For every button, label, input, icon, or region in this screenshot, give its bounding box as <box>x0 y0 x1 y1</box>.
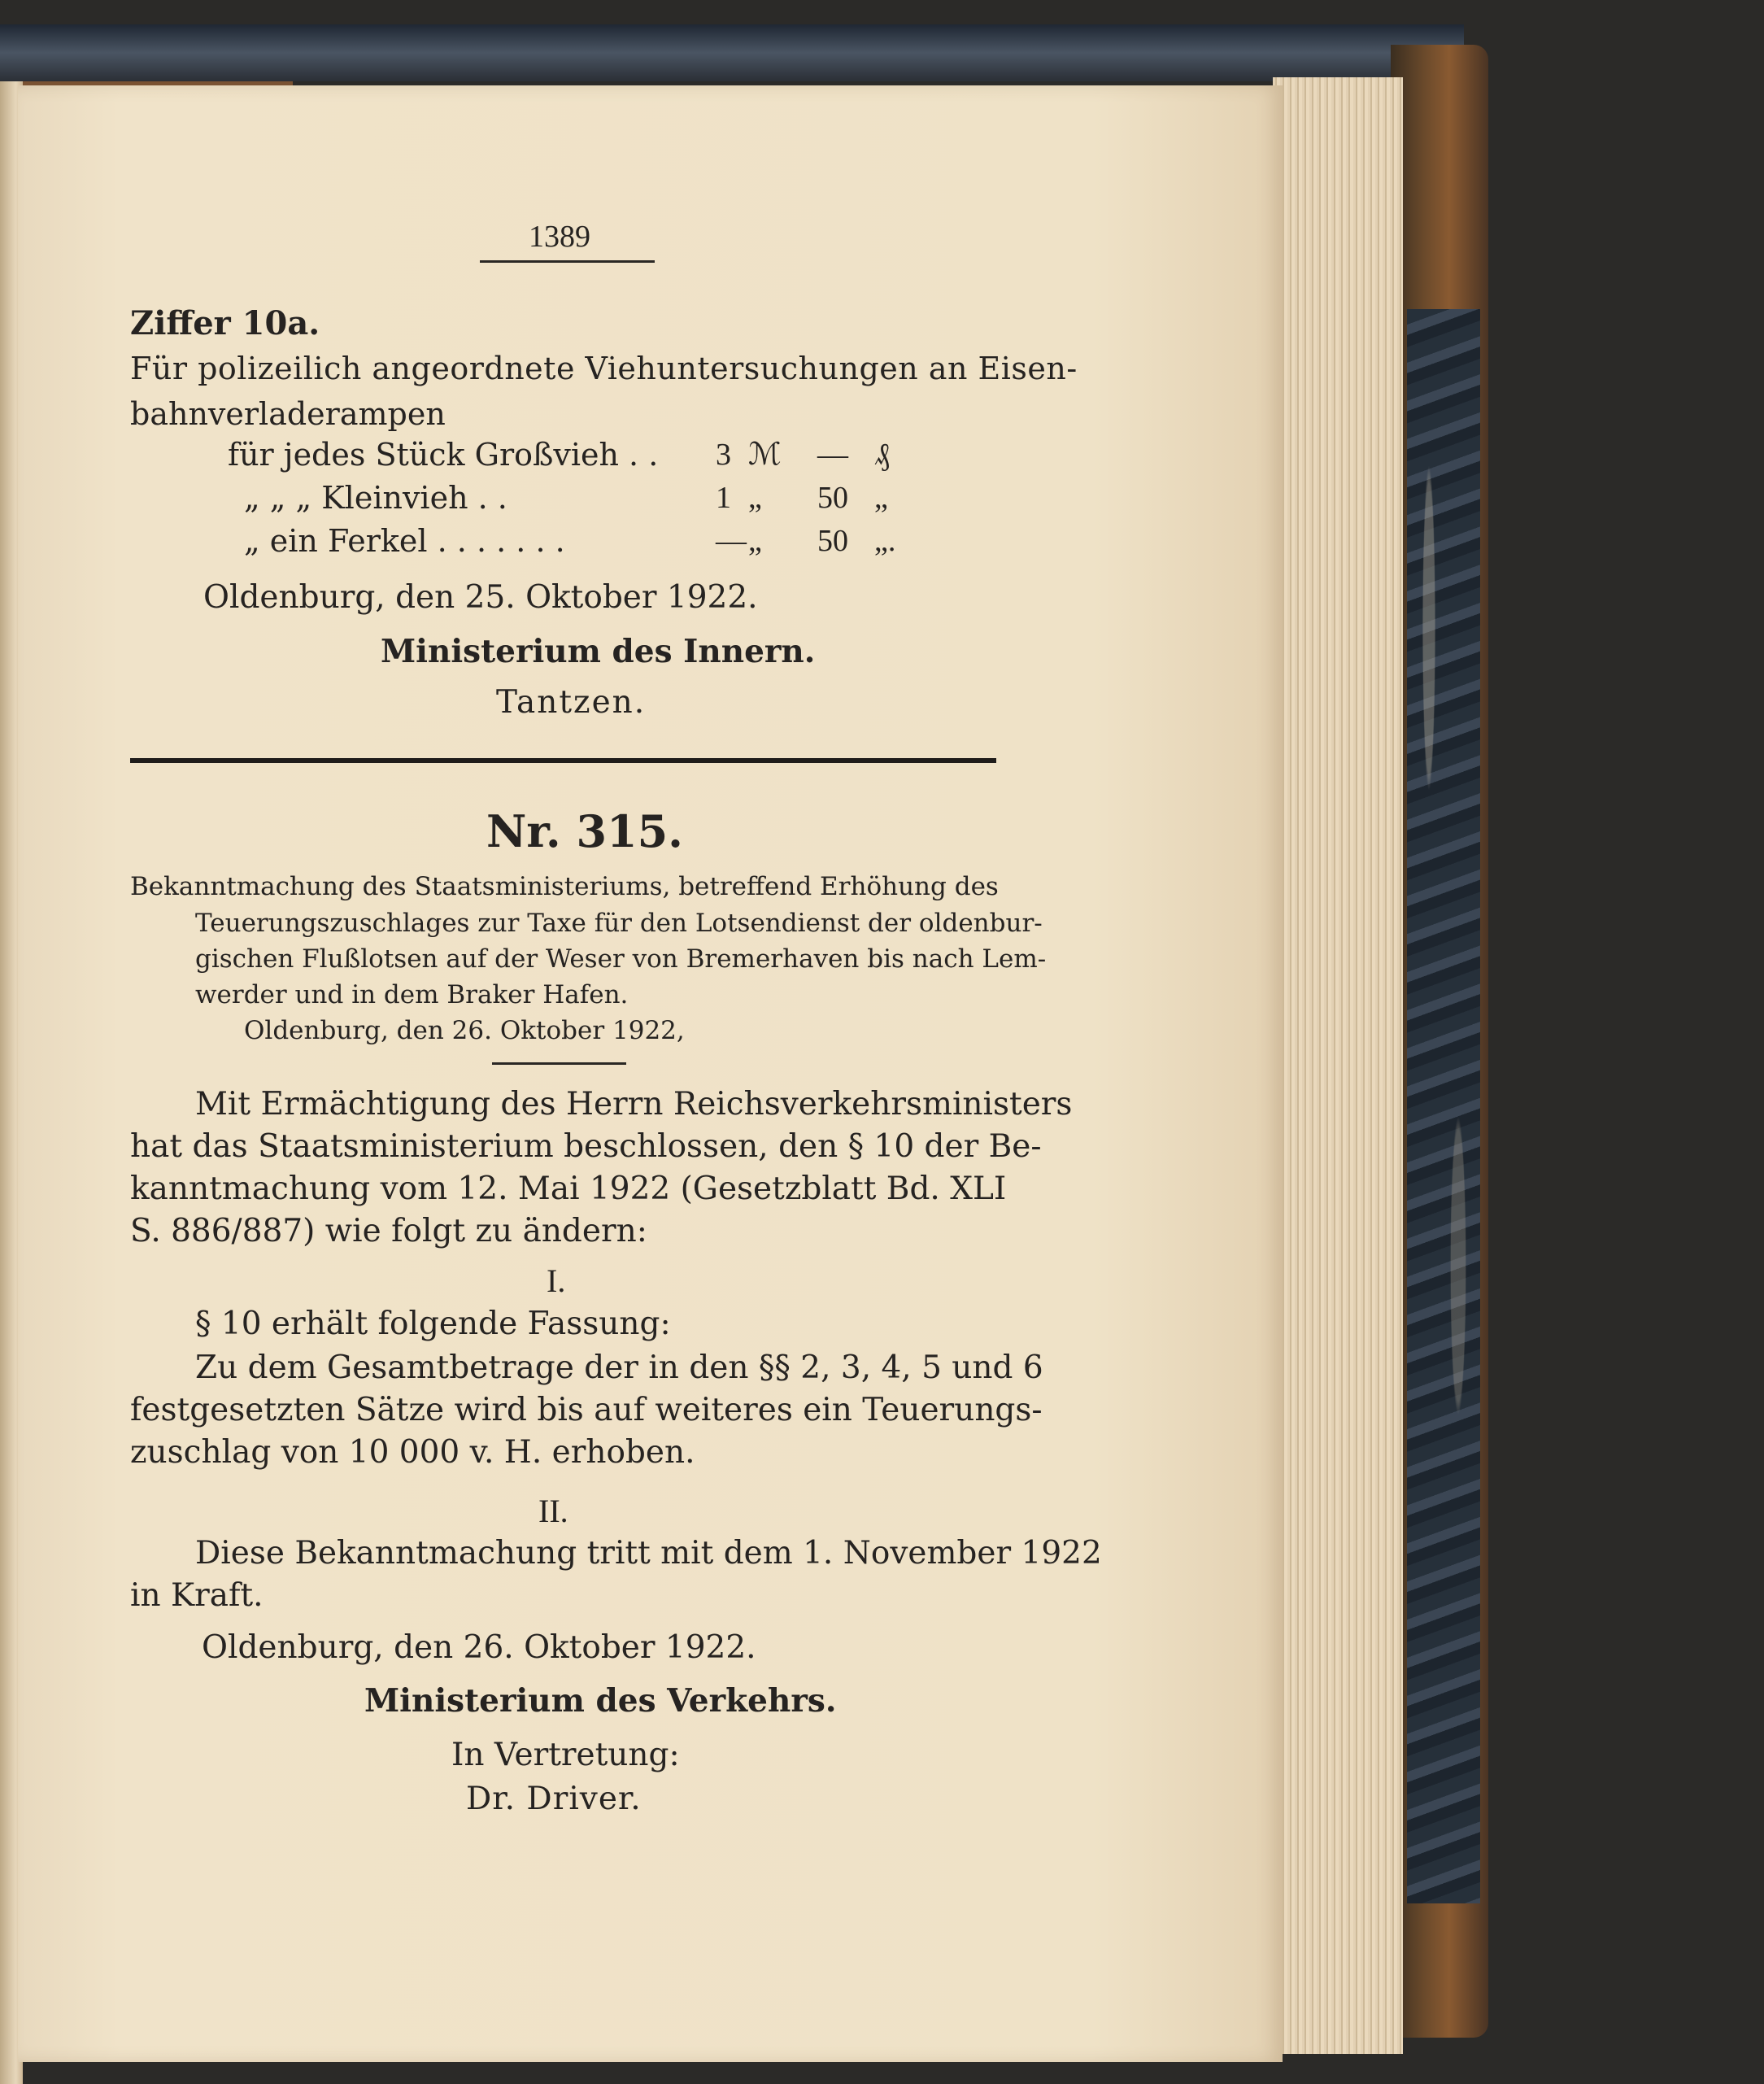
representation-line: In Vertretung: <box>451 1737 680 1773</box>
fee-row-unit: „ <box>748 524 762 558</box>
section-divider <box>130 758 996 763</box>
preamble-line: S. 886/887) wie folgt zu ändern: <box>130 1213 647 1249</box>
announcement-title-line: Teuerungszuschlages zur Taxe für den Lotsendienst der oldenbur- <box>195 909 1043 938</box>
ministry-name: Ministerium des Verkehrs. <box>364 1682 837 1720</box>
fee-row-pf-unit: „. <box>874 524 896 558</box>
announcement-title-line: Bekanntmachung des Staatsministeriums, betreffend Erhöhung des <box>130 872 999 901</box>
announcement-title-line: gischen Flußlotsen auf der Weser von Bremerhaven bis nach Lem- <box>195 944 1047 974</box>
title-rule <box>492 1062 626 1065</box>
page-number-rule <box>480 260 655 263</box>
part-text-line: § 10 erhält folgende Fassung: <box>195 1306 671 1342</box>
intro-line-1: Für polizeilich angeordnete Viehuntersuchungen an Eisen- <box>130 351 1078 386</box>
fee-row-amount: 1 <box>716 481 731 515</box>
fee-row-pf-unit: ₰ <box>874 438 890 472</box>
preamble-line: hat das Staatsministerium beschlossen, den § 10 der Be- <box>130 1128 1042 1165</box>
section-heading: Ziffer 10a. <box>130 304 320 342</box>
fee-row-amount: 3 <box>716 438 731 472</box>
fee-row-pf-unit: „ <box>874 481 888 515</box>
fee-row-label: für jedes Stück Großvieh . . <box>228 437 659 473</box>
fee-row-label: „ ein Ferkel . . . . . . . <box>244 523 565 559</box>
part-label-ii: II. <box>538 1493 568 1529</box>
part-label-i: I. <box>547 1262 566 1299</box>
part-text-line: zuschlag von 10 000 v. H. erhoben. <box>130 1434 695 1471</box>
date-line: Oldenburg, den 26. Oktober 1922. <box>202 1629 756 1666</box>
fee-row-pfennig: — <box>817 438 848 472</box>
fee-row-label: „ „ „ Kleinvieh . . <box>244 480 507 516</box>
date-line: Oldenburg, den 25. Oktober 1922. <box>203 579 758 616</box>
announcement-title-date: Oldenburg, den 26. Oktober 1922, <box>244 1016 685 1045</box>
part-text-line: Zu dem Gesamtbetrage der in den §§ 2, 3, 4, 5 und 6 <box>195 1349 1043 1386</box>
signature: Dr. Driver. <box>466 1781 642 1817</box>
preamble-line: Mit Ermächtigung des Herrn Reichsverkehrsministers <box>195 1086 1073 1123</box>
fee-row-amount: — <box>716 524 747 558</box>
fee-row-pfennig: 50 <box>817 524 848 558</box>
marbled-cover-panel <box>1407 309 1480 1903</box>
fee-row-unit: „ <box>748 481 762 515</box>
signature: Tantzen. <box>496 684 647 721</box>
fee-row-unit: ℳ <box>748 438 782 472</box>
announcement-title-line: werder und in dem Braker Hafen. <box>195 980 629 1009</box>
fee-row-pfennig: 50 <box>817 481 848 515</box>
page-number: 1389 <box>529 220 590 254</box>
marbled-top-band <box>0 24 1464 81</box>
page-stack-edges <box>1273 77 1403 2054</box>
part-text-line: Diese Bekanntmachung tritt mit dem 1. November 1922 <box>195 1535 1102 1572</box>
ministry-name: Ministerium des Innern. <box>381 633 816 670</box>
part-text-line: in Kraft. <box>130 1577 264 1614</box>
part-text-line: festgesetzten Sätze wird bis auf weiteres ein Teuerungs- <box>130 1392 1043 1428</box>
announcement-number: Nr. 315. <box>486 805 683 857</box>
preamble-line: kanntmachung vom 12. Mai 1922 (Gesetzblatt Bd. XLI <box>130 1171 1007 1207</box>
intro-line-2: bahnverladerampen <box>130 396 446 432</box>
